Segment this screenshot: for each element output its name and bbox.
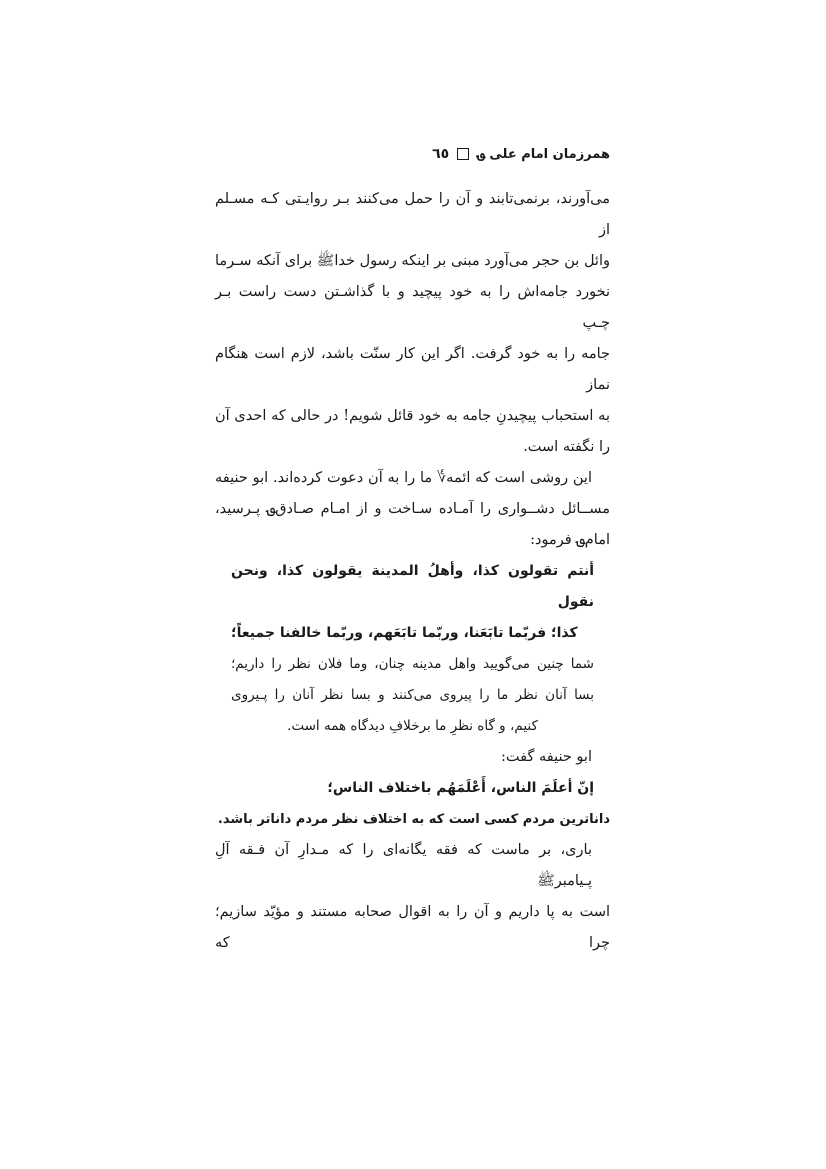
text-line: جامه را به خود گرفت. اگر این کار سنّت باشد، لازم است هنگام نماز bbox=[215, 346, 610, 393]
quote-line: شما چنین می‌گویید واهل مدینه چنان، وما فلان نظر را داریم؛ bbox=[231, 656, 594, 672]
text-line: ابو حنیفه گفت: bbox=[501, 749, 592, 765]
text-line: باری، بر ماست که فقه یگانه‌ای را که مـدارِ آن فـقه آلِ پـیامبرﷺ bbox=[215, 842, 592, 889]
arabic-quote-2 bbox=[215, 773, 610, 804]
translation-quote-2 bbox=[215, 804, 610, 835]
quote-line: بسا آنان نظر ما را پیروی می‌کنند و بسا نظر آنان را پـیروی bbox=[231, 687, 594, 703]
book-page bbox=[215, 140, 610, 959]
quote-line: إنّ أعلَمَ الناس، أَعْلَمَهُم باختلاف الناس؛ bbox=[327, 780, 594, 796]
text-line: می‌آورند، برنمی‌تابند و آن را حمل می‌کنند بـر روایـتی کـه مسـلم از bbox=[215, 191, 610, 238]
quote-line: کنیم، و گاه نظرِ ما برخلافِ دیدگاه همه است. bbox=[287, 718, 538, 734]
arabic-quote-1 bbox=[215, 556, 610, 649]
text-line: مســائل دشــواری را آمـاده سـاخت و از امـام صـادق؈ پـرسید، bbox=[215, 501, 610, 517]
text-line: داناترین مردم کسی است که به اختلاف نظر مردم داناتر باشد. bbox=[217, 812, 610, 827]
text-line: است به پا داریم و آن را به اقوال صحابه مستند و مؤیّد سازیم؛ چرا که bbox=[215, 904, 610, 951]
square-bullet-icon bbox=[457, 148, 469, 160]
text-line: وائل بن حجر می‌آورد مبنی بر اینکه رسول خداﷺ برای آنکه سـرما bbox=[215, 253, 610, 269]
text-line: نخورد جامه‌اش را به خود پیچید و با گذاشـتن دست راست بـر چـپ bbox=[215, 284, 610, 331]
running-head bbox=[215, 140, 610, 168]
page-number: ٦٥ bbox=[432, 146, 450, 162]
page-body bbox=[215, 184, 610, 959]
translation-quote-1 bbox=[215, 649, 610, 742]
quote-line: أنتم تقولون كذا، وأهلُ المدينة يقولون كذا، ونحن نقول bbox=[231, 563, 594, 610]
text-line: این روشی است که ائمه؇ ما را به آن دعوت کرده‌اند. ابو حنیفه bbox=[215, 470, 592, 486]
running-head-title: همرزمان امام علی ؈ bbox=[477, 146, 610, 162]
text-line: امام؈ فرمود: bbox=[530, 532, 610, 548]
paragraph-4 bbox=[215, 835, 610, 959]
paragraph-2 bbox=[215, 463, 610, 556]
paragraph-1 bbox=[215, 184, 610, 463]
quote-line: كذا؛ فربّما تابَعَنا، وربّما تابَعَهم، وربّما خالفنا جميعاً؛ bbox=[231, 625, 578, 641]
paragraph-3 bbox=[215, 742, 610, 773]
text-line: به استحباب پیچیدنِ جامه به خود قائل شویم! در حالی که احدی آن bbox=[215, 408, 610, 424]
text-line: را نگفته است. bbox=[523, 439, 610, 455]
